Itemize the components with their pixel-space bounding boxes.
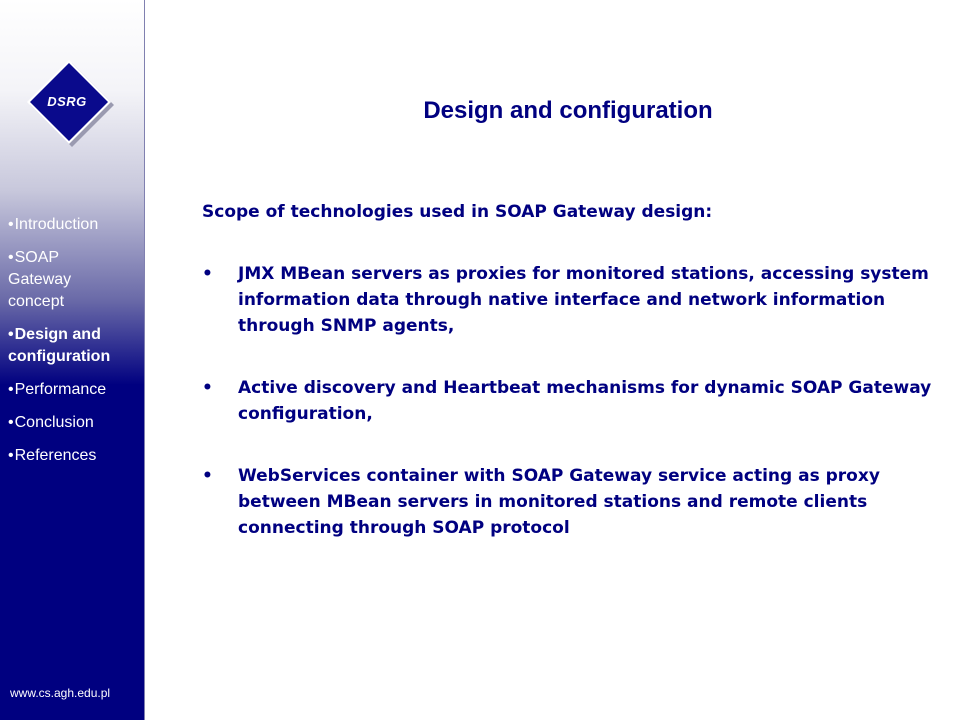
nav-bullet: • — [8, 414, 14, 431]
nav-item-label: Design and configuration — [8, 326, 111, 365]
slide-title: Design and configuration — [423, 97, 713, 124]
dsrg-logo — [24, 59, 116, 151]
nav-item-introduction[interactable] — [8, 214, 140, 236]
logo-text: DSRG — [47, 93, 87, 109]
nav-item-label: References — [14, 447, 97, 464]
nav-item-performance[interactable] — [8, 379, 140, 401]
nav-item-label: Introduction — [14, 216, 99, 233]
bullet-list — [202, 261, 942, 541]
slide-content — [202, 199, 942, 577]
nav-item-label: Performance — [14, 381, 107, 398]
nav-bullet: • — [8, 447, 14, 464]
bullet-text: WebServices container with SOAP Gateway service acting as proxy between MBean servers in monitored stations and remote clients connecting through SOAP protocol — [238, 466, 880, 538]
sidebar — [0, 0, 145, 720]
site-url[interactable]: www.cs.agh.edu.pl — [10, 686, 111, 700]
bullet-item — [202, 375, 942, 427]
nav-bullet: • — [8, 381, 14, 398]
bullet-item — [202, 261, 942, 339]
bullet-marker: • — [202, 378, 213, 398]
bullet-marker: • — [202, 264, 213, 284]
nav-bullet: • — [8, 326, 14, 343]
nav-item-conclusion[interactable] — [8, 412, 140, 434]
nav-item-label: SOAP Gateway concept — [8, 249, 72, 310]
bullet-item — [202, 463, 942, 541]
nav-item-references[interactable] — [8, 445, 140, 467]
bullet-text: Active discovery and Heartbeat mechanisms for dynamic SOAP Gateway configuration, — [238, 378, 932, 424]
bullet-marker: • — [202, 466, 213, 486]
nav-item-soap-gateway-concept[interactable] — [8, 247, 100, 313]
bullet-text: JMX MBean servers as proxies for monitored stations, accessing system information data through native interface and network information through SNMP agents, — [238, 264, 929, 336]
slide-intro: Scope of technologies used in SOAP Gateway design: — [202, 202, 713, 222]
sidebar-nav — [8, 214, 140, 478]
nav-bullet: • — [8, 216, 14, 233]
nav-item-label: Conclusion — [14, 414, 94, 431]
nav-bullet: • — [8, 249, 14, 266]
nav-item-design-and-configuration[interactable] — [8, 324, 138, 368]
